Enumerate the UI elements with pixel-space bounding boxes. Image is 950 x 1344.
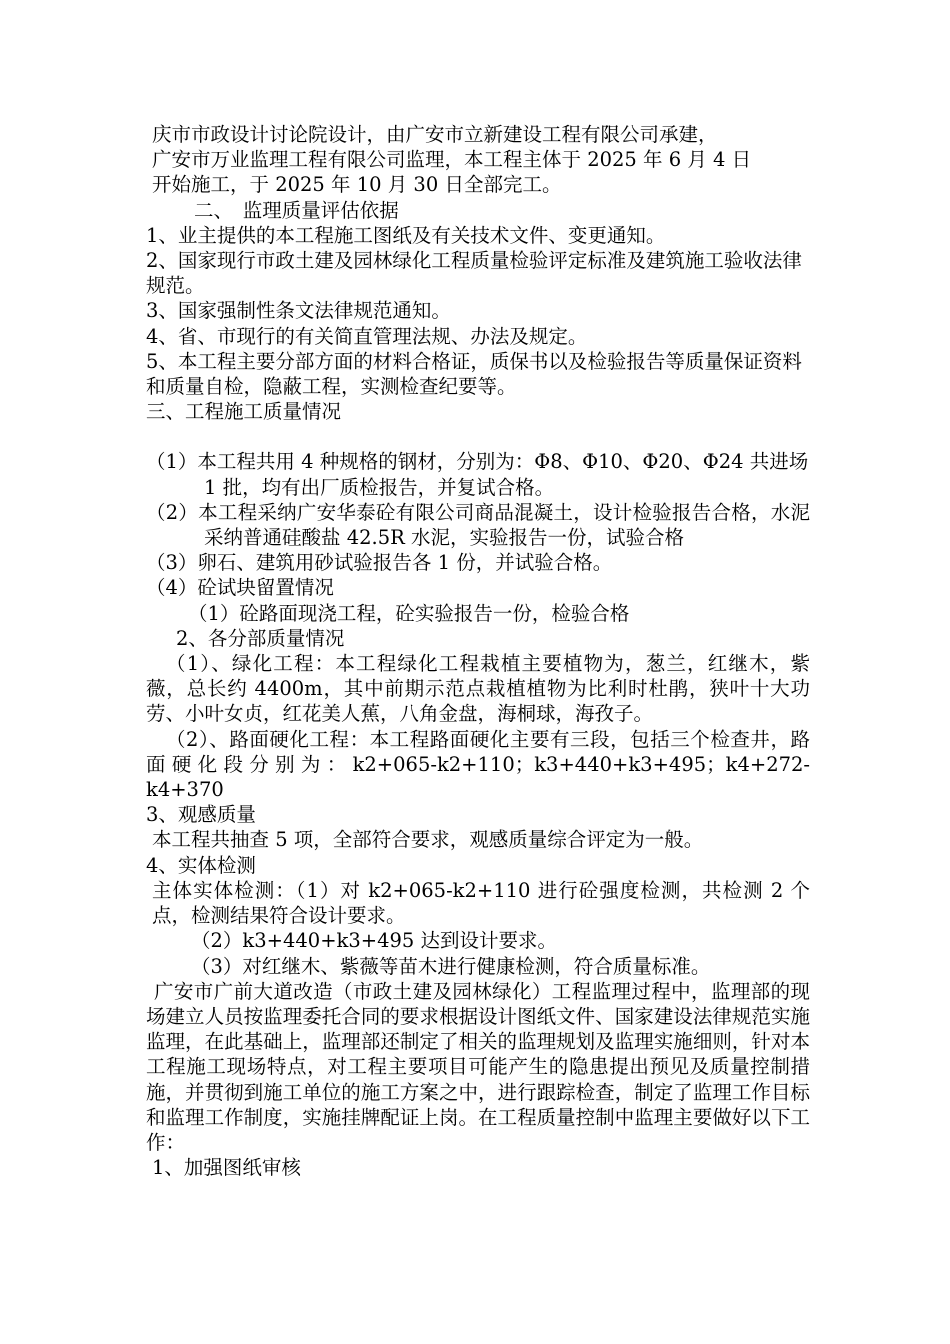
basis-item-5: 5、本工程主要分部方面的材料合格证，质保书以及检验报告等质量保证资料和质量自检，隐蔽工程，实测检查纪要等。 [146,349,802,399]
intro-line-1: 庆市市政设计讨论院设计，由广安市立新建设工程有限公司承建， [152,123,718,146]
subsection-4-text-2: （2）k3+440+k3+495 达到设计要求。 [191,929,558,953]
material-item-4-1: （1）砼路面现浇工程，砼实验报告一份，检验合格 [188,601,630,625]
section-2-heading: 二、 监理质量评估依据 [194,198,399,222]
material-item-4: （4）砼试块留置情况 [146,576,334,600]
basis-item-1: 1、业主提供的本工程施工图纸及有关技术文件、变更通知。 [146,223,666,247]
basis-item-2: 2、国家现行市政土建及园林绿化工程质量检验评定标准及建筑施工验收法律规范。 [146,249,802,298]
intro-line-2: 广安市万业监理工程有限公司监理，本工程主体于 2025 年 6 月 4 日 [152,148,752,172]
basis-item-3: 3、国家强制性条文法律规范通知。 [146,299,451,323]
blank-line [146,424,810,449]
road-hardening-work: （2）、路面硬化工程：本工程路面硬化主要有三段，包括三个检查井，路面硬化段分别为：k2+065-k2+110；k3+440+k3+495；k4+272-k4+370 [146,727,810,802]
intro-line-3: 开始施工，于 2025 年 10 月 30 日全部完工。 [152,173,562,197]
material-item-3: （3）卵石、建筑用砂试验报告各 1 份，并试验合格。 [146,551,613,575]
subsection-2-heading: 2、各分部质量情况 [176,626,345,650]
subsection-3-heading: 3、观感质量 [146,803,256,827]
material-item-1: （1）本工程共用 4 种规格的钢材，分别为：Φ8、Φ10、Φ20、Φ24 共进场 1 批，均有出厂质检报告，并复试合格。 [146,450,809,499]
basis-item-4: 4、省、市现行的有关简直管理法规、办法及规定。 [146,324,588,348]
subsection-4-text-3: （3）对红继木、紫薇等苗木进行健康检测，符合质量标准。 [191,954,711,978]
greening-work: （1）、绿化工程：本工程绿化工程栽植主要植物为，葱兰，红继木，紫薇，总长约 4400m，其中前期示范点栽植植物为比利时杜鹃，狭叶十大功劳、小叶女贞，红花美人蕉，八角金盘，海桐球，海孜子。 [146,652,810,726]
material-item-2: （2）本工程采纳广安华泰砼有限公司商品混凝土，设计检验报告合格，水泥采纳普通硅酸盐 42.5R 水泥，实验报告一份，试验合格 [146,500,810,550]
summary-paragraph: 广安市广前大道改造（市政土建及园林绿化）工程监理过程中，监理部的现场建立人员按监理委托合同的要求根据设计图纸文件、国家建设法律规范实施监理，在此基础上，监理部还制定了相关的监理规划及监理实施细则，针对本工程施工现场特点，对工程主要项目可能产生的隐患提出预见及质量控制措施，并贯彻到施工单位的施工方案之中，进行跟踪检查，制定了监理工作目标和监理工作制度，实施挂牌配证上岗。在工程质量控制中监理主要做好以下工作： [146,979,810,1154]
section-3-heading: 三、工程施工质量情况 [146,400,342,424]
subsection-4-heading: 4、实体检测 [146,853,256,877]
subsection-4-text-1: 主体实体检测：（1）对 k2+065-k2+110 进行砼强度检测，共检测 2 个点，检测结果符合设计要求。 [152,878,810,928]
last-item: 1、加强图纸审核 [152,1156,301,1180]
subsection-3-text: 本工程共抽查 5 项，全部符合要求，观感质量综合评定为一般。 [152,828,704,852]
document-body [146,122,810,1180]
